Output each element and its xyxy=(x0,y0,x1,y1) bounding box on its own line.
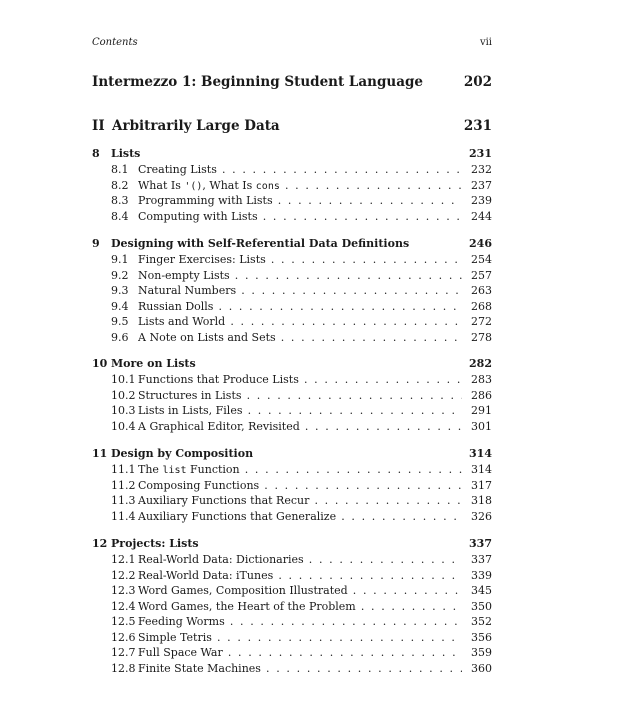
section-title xyxy=(138,615,462,628)
section-page: 360 xyxy=(471,661,492,675)
section-title xyxy=(138,646,462,659)
section-title xyxy=(138,584,462,597)
toc-entry-section[interactable] xyxy=(92,284,492,300)
toc-entry-intermezzo[interactable] xyxy=(92,74,492,94)
section-title xyxy=(138,479,462,492)
section-title-code: cons xyxy=(255,180,280,192)
chapter-title: Design by Composition xyxy=(111,447,254,460)
section-page: 318 xyxy=(471,494,492,507)
toc-entry-section[interactable] xyxy=(92,615,492,631)
section-title xyxy=(138,553,462,566)
section-number: 10.1 xyxy=(111,373,136,386)
section-number: 9.4 xyxy=(111,299,129,313)
toc-entry-section[interactable] xyxy=(92,463,492,479)
section-number: 12.1 xyxy=(111,553,136,566)
section-number: 8.4 xyxy=(111,209,129,223)
section-title xyxy=(138,420,462,433)
chapter-page: 282 xyxy=(469,357,492,370)
section-title-text: Lists in Lists, Files xyxy=(138,404,243,417)
section-title xyxy=(138,463,462,476)
section-title xyxy=(138,269,462,282)
toc-entry-section[interactable] xyxy=(92,631,492,647)
section-title xyxy=(138,631,462,644)
toc-entry-section[interactable] xyxy=(92,269,492,285)
section-title xyxy=(138,300,462,313)
chapter-number: 11 xyxy=(92,447,108,460)
chapter-number: 8 xyxy=(92,147,100,160)
toc-page xyxy=(92,0,492,720)
section-title-code: list xyxy=(162,465,187,476)
chapter-page: 337 xyxy=(469,537,492,550)
section-number: 12.8 xyxy=(111,661,136,675)
section-page: 301 xyxy=(471,419,492,433)
section-title-text: Auxiliary Functions that Generalize xyxy=(138,509,337,523)
chapter-page: 246 xyxy=(469,237,492,250)
chapter-number: 10 xyxy=(92,357,108,370)
section-number: 8.1 xyxy=(111,163,129,176)
section-title xyxy=(138,510,462,523)
section-title xyxy=(138,600,462,613)
section-title-text: Functions that Produce Lists xyxy=(138,373,299,386)
section-page: 345 xyxy=(471,584,492,597)
section-title-text: Creating Lists xyxy=(138,163,217,176)
section-number: 9.6 xyxy=(111,330,129,344)
section-title xyxy=(138,210,462,223)
section-page: 263 xyxy=(471,284,492,297)
section-title-text: Real-World Data: iTunes xyxy=(138,568,274,582)
section-page: 244 xyxy=(471,209,492,223)
toc-entry-chapter[interactable] xyxy=(92,447,492,463)
section-page: 359 xyxy=(471,646,492,659)
section-title-text: Word Games, Composition Illustrated xyxy=(138,584,348,597)
section-page: 254 xyxy=(471,253,492,266)
section-title-text: Feeding Worms xyxy=(138,615,225,628)
section-title xyxy=(138,253,462,266)
section-page: 286 xyxy=(471,388,492,402)
chapter-page: 314 xyxy=(469,447,492,460)
section-page: 326 xyxy=(471,509,492,523)
toc-entry-section[interactable] xyxy=(92,494,492,510)
section-title xyxy=(138,331,462,344)
section-number: 10.3 xyxy=(111,404,136,417)
section-title-text: Function xyxy=(186,463,240,476)
section-title-code: '() xyxy=(184,180,203,192)
section-number: 11.2 xyxy=(111,478,136,492)
section-title xyxy=(138,404,462,417)
section-title xyxy=(138,194,462,207)
section-page: 350 xyxy=(471,599,492,613)
section-title xyxy=(138,389,462,402)
section-title-text: A Graphical Editor, Revisited xyxy=(138,419,300,433)
section-number: 12.4 xyxy=(111,599,136,613)
section-title-text: Lists and World xyxy=(138,315,226,328)
toc-entry-part[interactable] xyxy=(92,118,492,138)
page-number: vii xyxy=(479,37,492,48)
intermezzo-page: 202 xyxy=(463,74,492,90)
chapter-number: 12 xyxy=(92,537,108,550)
section-page: 356 xyxy=(471,630,492,644)
toc-entry-section[interactable] xyxy=(92,600,492,616)
section-title-text: Computing with Lists xyxy=(138,209,258,223)
toc-entry-section[interactable] xyxy=(92,253,492,269)
toc-entry-chapter[interactable] xyxy=(92,357,492,373)
section-title xyxy=(138,662,462,675)
section-title-text: Composing Functions xyxy=(138,478,260,492)
toc-entry-section[interactable] xyxy=(92,510,492,526)
section-page: 317 xyxy=(471,478,492,492)
chapter-page: 231 xyxy=(469,147,492,160)
section-title-text: , What Is xyxy=(202,178,256,192)
part-title: Arbitrarily Large Data xyxy=(112,118,280,134)
section-title-text: Russian Dolls xyxy=(138,299,214,313)
section-title-text: Full Space War xyxy=(138,646,223,659)
section-page: 239 xyxy=(471,194,492,207)
section-title xyxy=(138,373,462,386)
section-title-text: What Is xyxy=(138,178,185,192)
part-page: 231 xyxy=(463,118,492,134)
chapter-12 xyxy=(92,537,492,677)
chapter-title: Lists xyxy=(111,147,141,160)
section-page: 352 xyxy=(471,615,492,628)
toc-entry-section[interactable] xyxy=(92,569,492,585)
section-number: 9.2 xyxy=(111,268,129,282)
section-title-text: Word Games, the Heart of the Problem xyxy=(138,599,356,613)
section-title xyxy=(138,284,462,297)
section-page: 268 xyxy=(471,299,492,313)
section-title-text: Natural Numbers xyxy=(138,284,237,297)
toc-entry-section[interactable] xyxy=(92,194,492,210)
section-title-text: Simple Tetris xyxy=(138,630,212,644)
chapter-title: Projects: Lists xyxy=(111,537,199,550)
section-title-text: Programming with Lists xyxy=(138,194,273,207)
toc-entry-section[interactable] xyxy=(92,646,492,662)
section-number: 12.6 xyxy=(111,630,136,644)
section-number: 12.3 xyxy=(111,584,136,597)
section-number: 11.3 xyxy=(111,494,136,507)
section-page: 237 xyxy=(471,178,492,192)
chapter-11 xyxy=(92,447,492,525)
toc-entry-section[interactable] xyxy=(92,404,492,420)
section-page: 232 xyxy=(471,163,492,176)
section-title-text: Real-World Data: Dictionaries xyxy=(138,553,304,566)
toc-entry-section[interactable] xyxy=(92,662,492,678)
toc-entry-section[interactable] xyxy=(92,479,492,495)
toc-entry-section[interactable] xyxy=(92,315,492,331)
section-number: 10.2 xyxy=(111,388,136,402)
running-head-title: Contents xyxy=(92,37,138,48)
section-number: 12.2 xyxy=(111,568,136,582)
section-page: 339 xyxy=(471,568,492,582)
section-number: 12.5 xyxy=(111,615,136,628)
chapter-number: 9 xyxy=(92,237,100,250)
toc-entry-chapter[interactable] xyxy=(92,237,492,253)
section-title xyxy=(138,315,462,328)
section-number: 11.1 xyxy=(111,463,136,476)
section-page: 272 xyxy=(471,315,492,328)
section-title-text: Finite State Machines xyxy=(138,661,261,675)
part-number: II xyxy=(92,118,105,134)
section-number: 8.3 xyxy=(111,194,129,207)
toc-entry-section[interactable] xyxy=(92,420,492,436)
toc-entry-chapter[interactable] xyxy=(92,147,492,163)
section-title xyxy=(138,494,462,507)
section-number: 8.2 xyxy=(111,178,129,192)
toc-entry-section[interactable] xyxy=(92,163,492,179)
section-page: 314 xyxy=(471,463,492,476)
toc-entry-section[interactable] xyxy=(92,373,492,389)
toc-entry-section[interactable] xyxy=(92,389,492,405)
toc-entry-section[interactable] xyxy=(92,210,492,226)
toc-entry-chapter[interactable] xyxy=(92,537,492,553)
chapter-10 xyxy=(92,357,492,435)
toc-entry-section[interactable] xyxy=(92,553,492,569)
section-number: 9.1 xyxy=(111,253,129,266)
toc-entry-section[interactable] xyxy=(92,300,492,316)
section-page: 337 xyxy=(471,553,492,566)
section-page: 257 xyxy=(471,268,492,282)
toc-entry-section[interactable] xyxy=(92,331,492,347)
section-page: 291 xyxy=(471,404,492,417)
section-title-text: Non-empty Lists xyxy=(138,268,230,282)
section-number: 9.3 xyxy=(111,284,129,297)
section-title-text: The xyxy=(138,463,163,476)
chapter-8 xyxy=(92,147,492,225)
section-title-text: Structures in Lists xyxy=(138,388,242,402)
section-title-text: A Note on Lists and Sets xyxy=(138,330,276,344)
chapter-title: More on Lists xyxy=(111,357,196,370)
section-number: 9.5 xyxy=(111,315,129,328)
section-number: 10.4 xyxy=(111,419,136,433)
running-head xyxy=(92,37,492,51)
chapter-9 xyxy=(92,237,492,346)
section-number: 12.7 xyxy=(111,646,136,659)
section-title xyxy=(138,569,462,582)
chapter-title: Designing with Self-Referential Data Definitions xyxy=(111,237,410,250)
toc-entry-section[interactable] xyxy=(92,179,492,195)
section-title xyxy=(138,179,462,192)
section-number: 11.4 xyxy=(111,509,136,523)
section-title-text: Finger Exercises: Lists xyxy=(138,253,266,266)
toc-entry-section[interactable] xyxy=(92,584,492,600)
section-title-text: Auxiliary Functions that Recur xyxy=(138,494,310,507)
section-page: 278 xyxy=(471,330,492,344)
section-title xyxy=(138,163,462,176)
intermezzo-title: Intermezzo 1: Beginning Student Language xyxy=(92,74,424,90)
section-page: 283 xyxy=(471,373,492,386)
